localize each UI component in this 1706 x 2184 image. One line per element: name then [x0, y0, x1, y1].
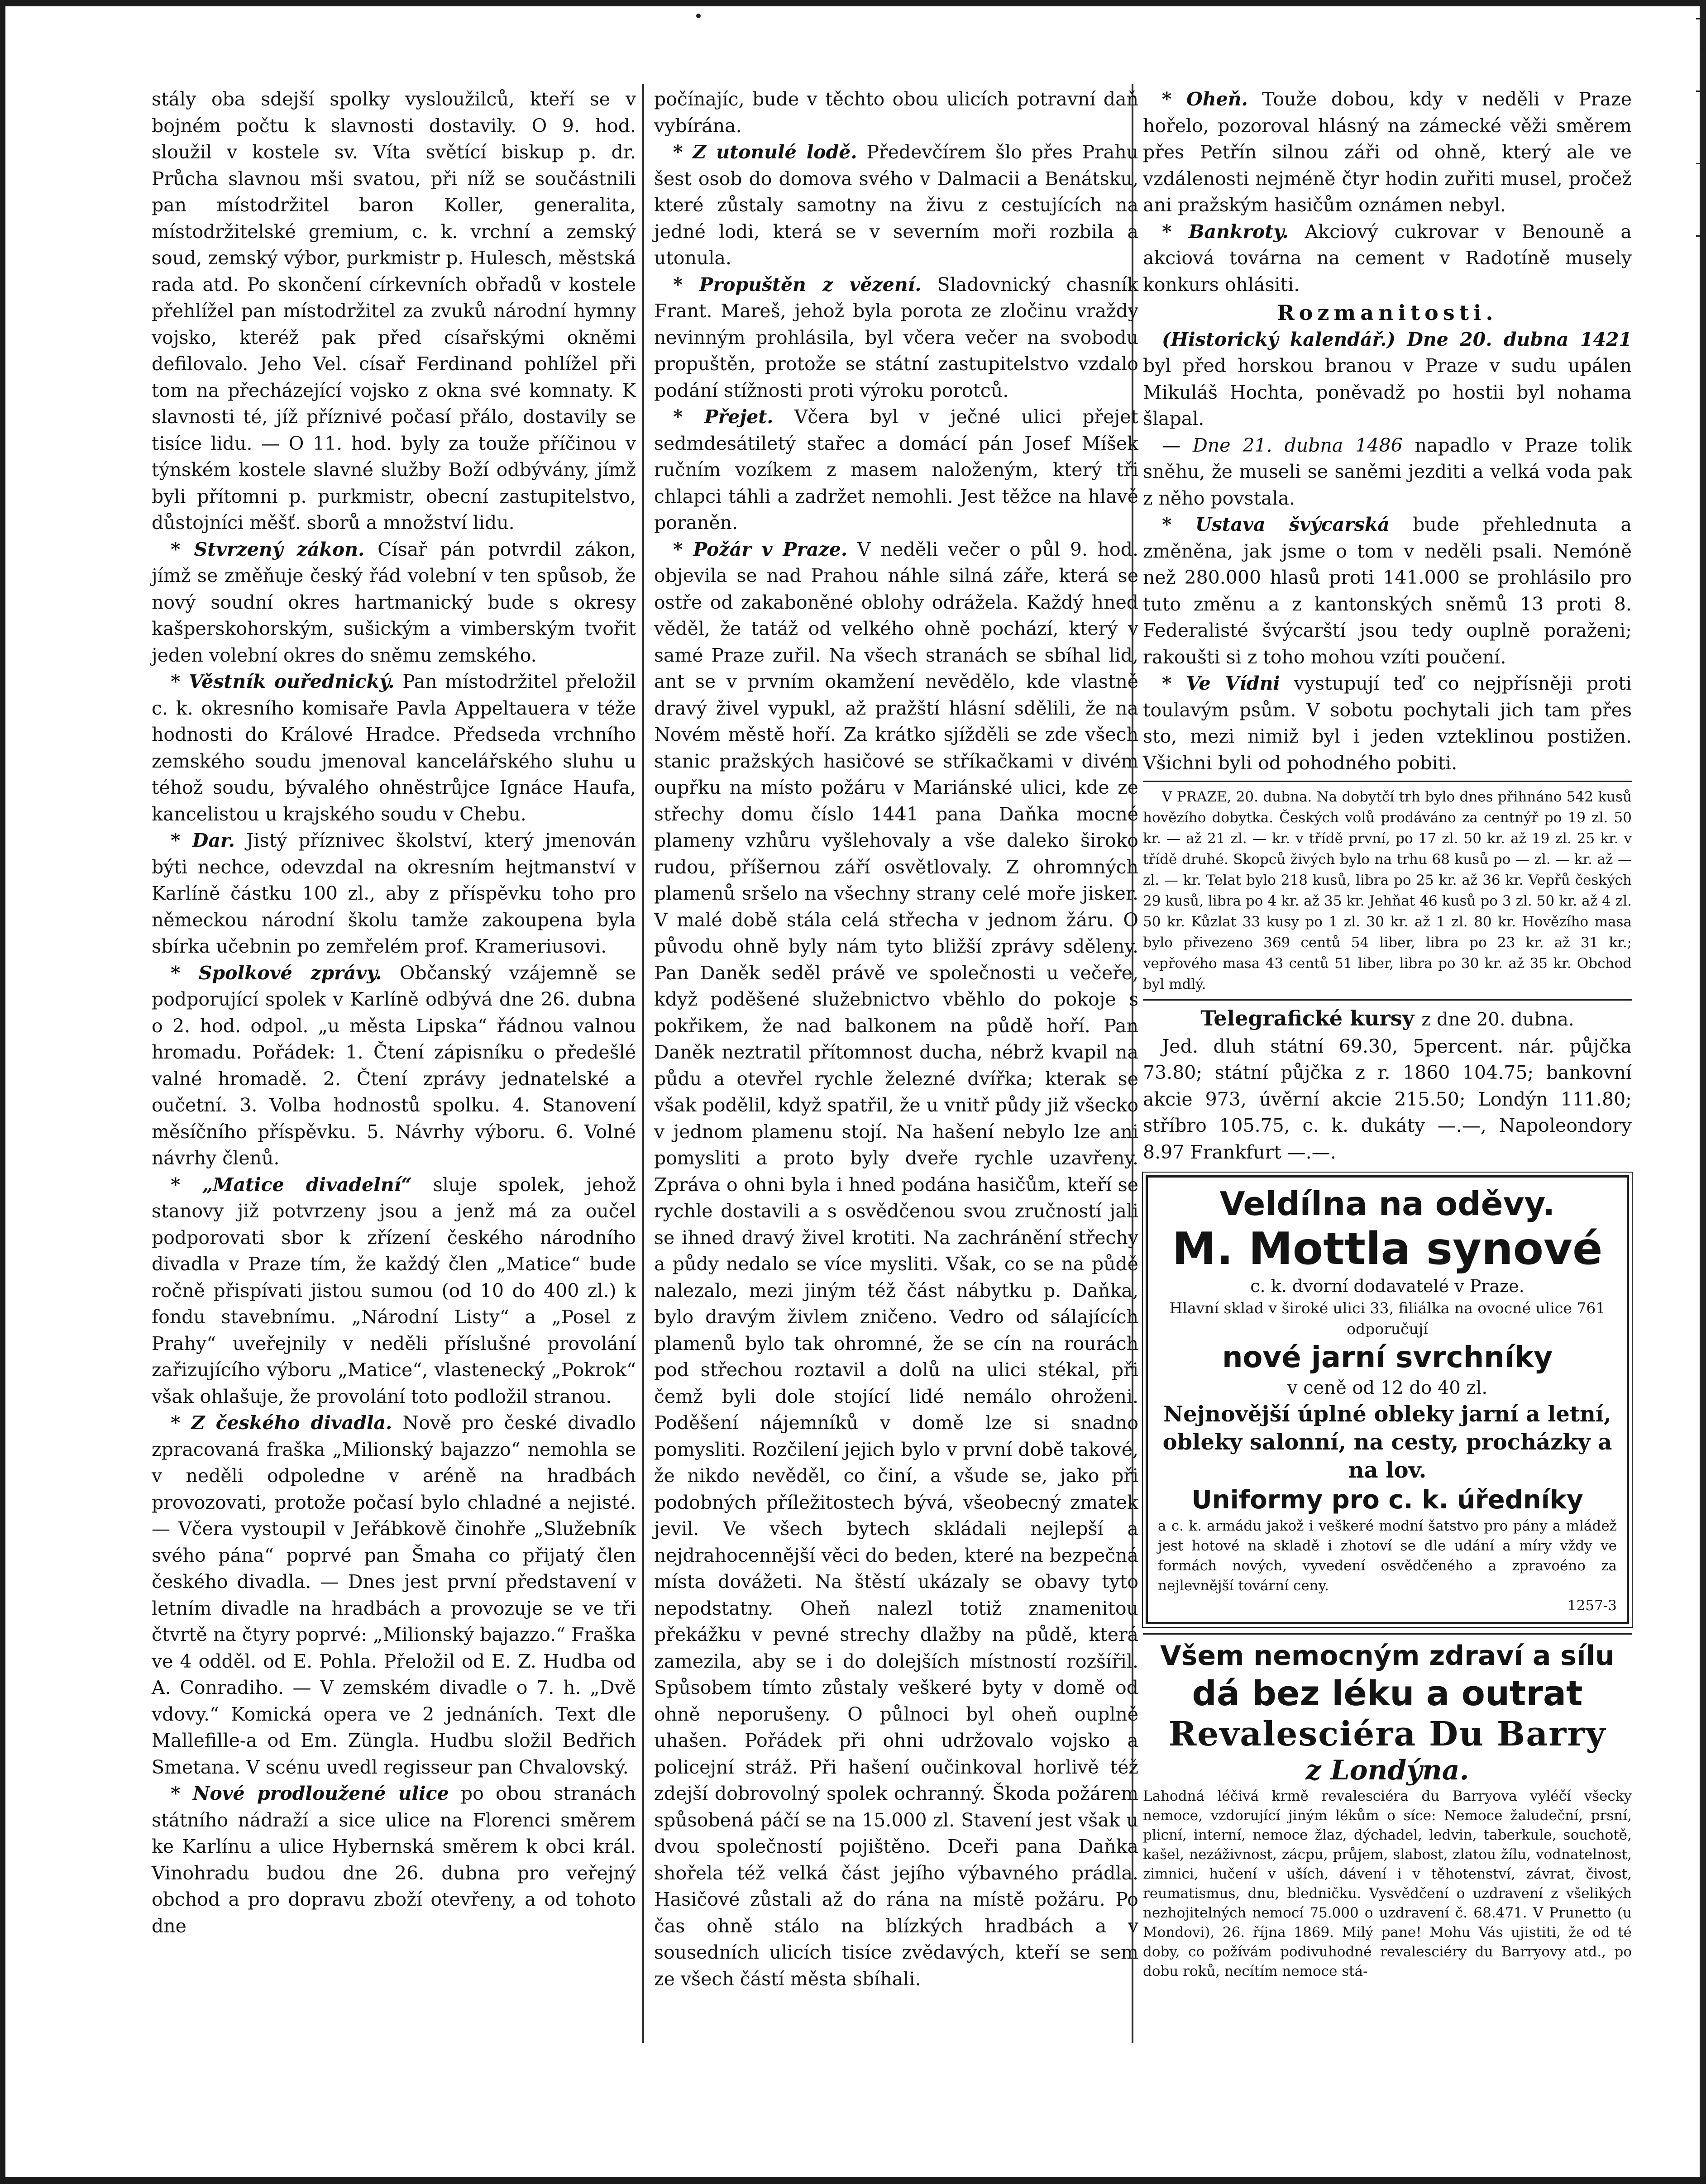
ad-headline: Všem nemocným zdraví a sílu — [1160, 1640, 1615, 1672]
ad-subtitle: c. k. dvorní dodavatelé v Praze. — [1250, 1276, 1524, 1296]
scan-edge-top — [0, 0, 1706, 6]
divider — [1143, 999, 1632, 1001]
article-ustava: * Ustava švýcarská bude přehlednuta a změněna, jak jsme o tom v neděli psali. Nemóně než 280.000 hlasů proti 141.000 se prohlásilo pro tuto změnu a z kantonských sněmů 13 proti 8. Federalisté švýcarští jsou tedy ouplně poraženi; rakoušti si z toho mohou vzíti poučení. — [1143, 514, 1632, 668]
ad-product: Uniformy pro c. k. úředníky — [1191, 1485, 1583, 1515]
ad-price: v ceně od 12 do 40 zl. — [1287, 1378, 1488, 1398]
article-ohen: * Oheň. Touže dobou, kdy v neděli v Praze hořelo, pozoroval hlásný na zámecké věži směrem přes Petřín silnou záři od ohně, který ale ve vzdálenosti nejméně čtyr hodin zuřiti musel, pročež ani pražským hasičům oznámen nebyl. — [1143, 88, 1632, 216]
ad-body: Lahodná léčivá krmě revalesciéra du Barryova vyléčí všecky nemoce, vzdorující jiným lékům o síce: Nemoce žaludeční, prsní, plicní, interní, nemoce žlaz, dýchadel, ledvin, taberkule, souchotě, kašel, nezáživnost, zácpu, průjem, slabost, zlatou žílu, vodnatelnost, zimnici, hučení v uších, dávení i v těhotenství, závrat, čivost, reumatismus, dnu, bledničku. Vysvědčení o uzdravení z všelikých nezhojitelných nemocí 75.000 o uzdravení č. 68.471. V Prunetto (u Mondovi), 26. října 1869. Milý pane! Mohu Vás ujistiti, že od té doby, co požívám podivuhodné revalesciéry du Barryovy atd., po dobu roků, necítím nemoce stá- — [1143, 1788, 1632, 1979]
article-prejet: * Přejet. Včera byl v ječné ulici přejet sedmdesátiletý stařec a domácí pán Josef Míšek ručním vozíkem z masem naloženým, který tři chlapci táhli a zadržet nemohli. Jest těžce na hlavě poraněn. — [654, 406, 1138, 534]
column-middle — [654, 86, 1138, 1992]
ad-title: Veldílna na oděvy. — [1219, 1185, 1555, 1223]
ad-headline: dá bez léku a outrat — [1192, 1673, 1583, 1713]
article-ceske-divadlo: * Z českého divadla. Nově pro české divadlo zpracovaná fraška „Milionský bajazzo“ nemohla se v neděli odpoledne v aréně na hradbách provozovati, protože počasí bylo chladné a nejisté. — Včera vystoupil v Jeřábkově činohře „Služebník svého pána“ poprvé pan Šmaha co přijatý člen českého divadla. — Dnes jest první představení v letním divadle na hradbách a provozuje se ve tři čtvrtě na čtyry poprvé: „Milionský bajazzo.“ Fraška ve 4 odděl. od E. Pohla. Přeložil od E. Z. Hudba od A. Conradiho. — V zemském divadle o 7. h. „Dvě vdovy.“ Komická opera ve 2 jednáních. Text dle Mallefille-a od Em. Züngla. Hudbu složil Bedřich Smetana. V scénu uvedl regisseur pan Chvalovský. — [152, 1412, 636, 1778]
article-propusten: * Propuštěn z vězení. Sladovnický chasník Frant. Mareš, jehož byla porota ze zločinu vraždy nevinným prohlásila, byl včera večer na svobodu propuštěn, protože se státní zastupitelstvo vzdalo podání stížnosti proti výroku porotců. — [654, 273, 1138, 401]
column-left — [152, 86, 636, 1939]
column-right — [1143, 86, 1632, 1981]
article-spolkove-zpravy: * Spolkové zprávy. Občanský vzájemně se podporující spolek v Karlíně odbývá dne 26. dubna o 2. hod. odpol. „u města Lipska“ řádnou valnou hromadu. Pořádek: 1. Čtení zápisníku o předešlé valné hromadě. 2. Čtení zprávy jednatelské a oučetní. 3. Volba hodnostů spolku. 4. Stanovení měsíčního příspěvku. 5. Návrhy výboru. 6. Volné návrhy členů. — [152, 962, 636, 1169]
article-pozar: * Požár v Praze. V neděli večer o půl 9. hod. objevila se nad Prahou náhle silná záře, která se ostře od zakaboněné oblohy odrážela. Každý hned věděl, že tatáž od velkého ohně pochází, který v samé Praze zuřil. Na všech stranách se sbíhal lid, ant se v prvním okamžení nevědělo, kde vlastně dravý živel vypukl, až pražští hlásní sdělili, že na Novém městě hoří. Za krátko sjížděli se zde všech stanic pražských hasičové se stříkačkami v divém oupřku na místo požáru v Mariánské ulici, kde ze střechy domu číslo 1441 pana Daňka mocné plameny vzhůru vyšlehovaly a vše daleko široko rudou, příšernou září osvětlovaly. Z ohromných plamenů sršelo na všechny strany celé moře jisker. V malé době stála celá střecha v jednom žáru. O původu ohně byly nám tyto bližší zprávy sděleny. Pan Daněk seděl právě ve společnosti u večeře, když poděšené služebnictvo vběhlo do pokoje s pokřikem, že nad balkonem na půdě hoří. Pan Daněk neztratil přítomnost ducha, nébrž kvapil na půdu a otevřel rychle železné dvířka; kterak se však podělil, když spatřil, že u vnitř půdy již všecko v jednom plamenu stojí. Na hašení nebylo lze ani pomysliti a proto byly dveře rychle uzavřeny. Zpráva o ohni byla i hned podána hasičům, kteří se rychle dostavili a s osvědčenou svou zručností jali se ihned dravý živel krotiti. Na zachránění střechy a půdy nedalo se více mysliti. Však, co se na půdě nalezalo, mezi jiným též část nábytku p. Daňka, bylo dravým živlem zničeno. Vedro od sálajících plamenů bylo tak ohromné, že se cín na rourách pod střechou roztavil a dolů na ulici stékal, při čemž byli dole stojící lidé nemálo ohroženi. Poděšení nájemníků v domě lze si snadno pomysliti. Rozčilení jejich bylo v první době takové, že nikdo nevěděl, co činí, a všude se, jako při podobných příležitostech bývá, všeobecný zmatek jevil. Ve všech bytech skládali nejlepší a nejdrahocennější věci do beden, které na bezpečná místa dovážeti. Na štěstí ukázaly se obavy tyto nepodstatny. Oheň nalezl totiž znamenitou překážku v pevné strechy dlažby na půdě, která zamezila, aby se i do dolejších místností rozšířil. Spůsobem tímto zůstaly veškeré byty v domě od ohně neporušeny. O půlnoci byl oheň ouplně uhašen. Pořádek při ohni udržovalo vojsko a policejní stráž. Při hašení oučinkoval horlivě též zdejší dobrovolný spolek ochranný. Škoda požárem spůsobená páčí se na 15.000 zl. Stavení jest však u dvou společností pojištěno. Dceři pana Daňka shořela též velká část jejího výbavného prádla. Hasičové zůstali až do rána na místě požáru. Po čas ohně stálo na blízkých hradbách a v sousedních ulicích tisíce zvědavých, kteří se sem ze všech částí města sbíhali. — [654, 538, 1138, 1990]
scan-edge-bottom — [0, 2177, 1706, 2184]
exchange-rates-heading: Telegrafické kursy z dne 20. dubna. — [1200, 1006, 1574, 1030]
article-matice: * „Matice divadelní“ sluje spolek, jehož stanovy již potvrzeny jsou a jenž má za oučel podporovati sbor k zřízení českého národního divadla v Praze tím, že každý člen „Matice“ bude ročně přispívati jistou sumou (od 10 do 400 zl.) k fondu stavebnímu. „Národní Listy“ a „Posel z Prahy“ uveřejnily v neděli příslušné provolání zařizujícího výboru „Matice“, vlastenecký „Pokrok“ však ohlašuje, že provolání toto podložil stranou. — [152, 1173, 636, 1407]
section-heading-rozmanitosti: Rozmanitosti. — [1277, 300, 1498, 325]
scan-ruler-ticks — [1692, 0, 1706, 2184]
article-historicky-kalendar: (Historický kalendář.) Dne 20. dubna 1421 byl před horskou branou v Praze v sudu upálen Mikuláš Hochta, poněvadž po hostii byl nohama šlapal. — [1143, 328, 1632, 429]
ink-spot — [696, 14, 701, 18]
article-paragraph: počínajíc, bude v těchto obou ulicích potravní daň vybírána. — [654, 88, 1138, 137]
article-historicky-kalendar-2: — Dne 21. dubna 1486 napadlo v Praze tolik sněhu, že museli se saněmi jezditi a velká voda pak z něho povstala. — [1143, 434, 1632, 509]
ad-product: nové jarní svrchníky — [1222, 1341, 1553, 1374]
exchange-rates: Jed. dluh státní 69.30, 5percent. nár. půjčka 73.80; státní půjčka z r. 1860 104.75; bankovní akcie 973, úvěrní akcie 215.50; Londýn 111.80; stříbro 105.75, c. k. dukáty —.—, Napoleondory 8.97 Frankfurt —.—. — [1143, 1035, 1632, 1163]
ad-brand: Revalesciéra Du Barry — [1168, 1715, 1606, 1754]
advertisement-revalesciera — [1143, 1639, 1632, 1981]
ad-body: a c. k. armádu jakož i veškeré modní šatstvo pro pány a mládež jest hotové na skladě i zhotoví se dle udání a míry vždy ve formách nových, vyvedení osvědčeného a zpravoéno za nejlevnější tovární ceny. — [1158, 1518, 1617, 1594]
article-dar: * Dar. Jistý příznivec školství, který jmenován býti nechce, odevzdal na okresním hejtmanství v Karlíně částku 100 zl., aby z příspěvku toho pro německou národní školu tamže zakoupena byla sbírka učebnin po zemřelém prof. Krameriusovi. — [152, 830, 636, 957]
article-vestnik: * Věstník ouřednický. Pan místodržitel přeložil c. k. okresního komisaře Pavla Appeltauera v téže hodnosti do Králové Hradce. Předseda vrchního zemského soudu jmenoval kancelářského sluhu u téhož soudu, bývalého ohněstrůjce Ignáce Haufa, kancelistou u krajského soudu v Chebu. — [152, 671, 636, 825]
scan-edge-left — [0, 0, 5, 2184]
ad-firm: M. Mottla synové — [1172, 1223, 1603, 1275]
ad-brand-origin: z Londýna. — [1305, 1755, 1469, 1786]
divider — [1143, 1633, 1632, 1635]
column-rule — [642, 84, 644, 2043]
ad-product: Nejnovější úplné obleky jarní a letní, obleky salonní, na cesty, procházky a na lov. — [1162, 1402, 1612, 1483]
article-zakon: * Stvrzený zákon. Císař pán potvrdil zákon, jímž se změňuje český řád volební v ten spůsob, že nový soudní okres hartmanický bude s okresy kašperskohorským, sušickým a vimberským tvořit jeden volební okres do sněmu zemského. — [152, 538, 636, 666]
advertisement-mottl — [1146, 1175, 1629, 1624]
divider — [1143, 781, 1632, 782]
article-utonula-lod: * Z utonulé lodě. Předevčírem šlo přes Prahu šest osob do domova svého v Dalmacii a Benátsku, které zůstaly samotny na živu z cestujících na jedné lodi, která se v severním moři rozbila a utonula. — [654, 141, 1138, 269]
ad-number: 1257-3 — [1567, 1597, 1617, 1614]
article-ulice: * Nové prodloužené ulice po obou stranách státního nádraží a sice ulice na Florenci směrem ke Karlínu a ulice Hybernská směrem k obci král. Vinohradu budou dne 26. dubna pro veřejný obchod a pro dopravu zboží otevřeny, a od tohoto dne — [152, 1783, 636, 1937]
article-viden: * Ve Vídni vystupují teď co nejpřísněji proti toulavým psům. V sobotu pochytali jich tam přes sto, mezi nimiž byl i jeden vzteklinou postižen. Všichni byli od pohodného pobiti. — [1143, 672, 1632, 774]
article-paragraph: stály oba sdejší spolky vysloužilců, kteří se v bojném počtu k slavnosti dostavily. O 9. hod. sloužil v kostele sv. Víta světící biskup p. dr. Průcha slavnou mši svatou, při níž se součástnili pan místodržitel baron Koller, generalita, místodržitelské gremium, c. k. vrchní a zemský soud, zemský výbor, purkmistr p. Hulesch, městská rada atd. Po skončení církevních obřadů v kostele přehlížel pan místodržitel za zvuků národní hymny vojsko, kteréž pak před císařskými okněmi defilovalo. Jeho Vel. císař Ferdinand pohlížel při tom na přecházející vojsko z okna své komnaty. K slavnosti té, jíž příznivé počasí přálo, dostavily se tisíce lidu. — O 11. hod. byly za touže příčinou v týnském kostele slavné služby Boží odbývány, jímž byli přítomni p. purkmistr, obecní zastupitelstvo, důstojníci měšť. sborů a množství lidu. — [152, 88, 636, 534]
market-report: V PRAZE, 20. dubna. Na dobytčí trh bylo dnes přihnáno 542 kusů hovězího dobytka. Českých volů prodáváno za centnýř po 19 zl. 50 kr. — až 21 zl. — kr. v třídě první, po 17 zl. 50 kr. až 19 zl. 25 kr. v třídě druhé. Skopců živých bylo na trhu 68 kusů po — zl. — kr. až — zl. — kr. Telat bylo 218 kusů, libra po 25 kr. až 36 kr. Vepřů českých 29 kusů, libra po 4 kr. až 35 kr. Jehňat 46 kusů po 3 zl. 50 kr. až 4 zl. 50 kr. Kůzlat 33 kusy po 1 zl. 30 kr. až 1 zl. 80 kr. Hovězího masa bylo přivezeno 369 centů 54 liber, libra po 23 kr. až 31 kr.; vepřového masa 43 centů 51 liber, libra po 30 kr. až 35 kr. Obchod byl mdlý. — [1143, 789, 1632, 992]
ad-address: Hlavní sklad v široké ulici 33, filiálka na ovocné ulice 761 odporučují — [1169, 1299, 1606, 1338]
article-bankroty: * Bankroty. Akciový cukrovar v Benouně a akciová továrna na cement v Radotíně musely konkurs ohlásiti. — [1143, 220, 1632, 296]
